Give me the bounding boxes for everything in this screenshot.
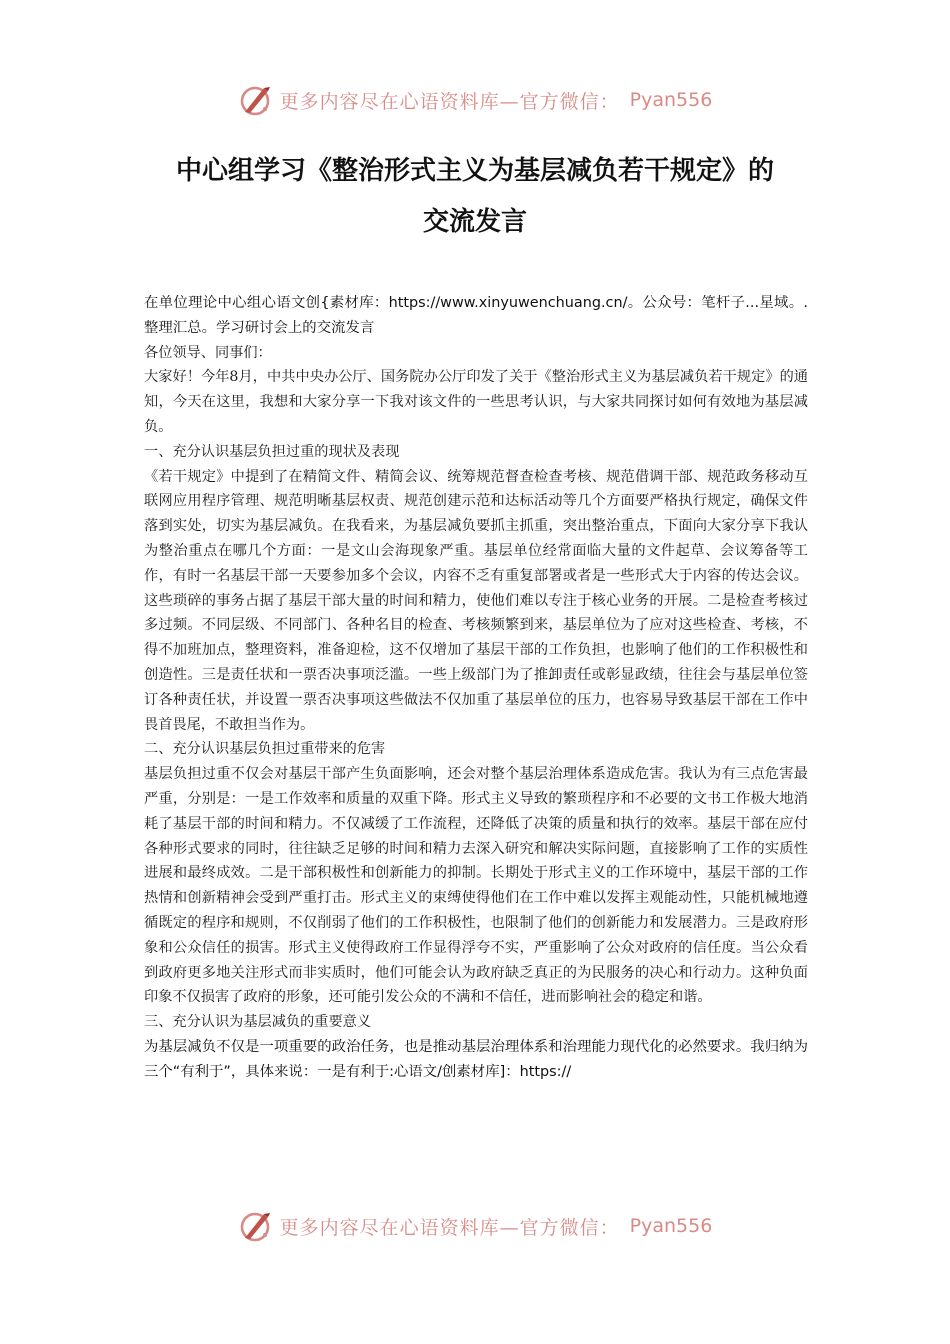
header-watermark-banner <box>0 82 950 118</box>
document-body <box>144 291 808 1085</box>
footer-watermark-banner <box>0 1208 950 1244</box>
body-paragraph: 基层负担过重不仅会对基层干部产生负面影响，还会对整个基层治理体系造成危害。我认为有三点危害最严重，分别是：一是工作效率和质量的双重下降。形式主义导致的繁琐程序和不必要的文书工作极大地消耗了基层干部的时间和精力。不仅减缓了工作流程，还降低了决策的质量和执行的效率。基层干部在应付各种形式要求的同时，往往缺乏足够的时间和精力去深入研究和解决实际问题，直接影响了工作的实质性进展和最终成效。二是干部积极性和创新能力的抑制。长期处于形式主义的工作环境中，基层干部的工作热情和创新精神会受到严重打击。形式主义的束缚使得他们在工作中难以发挥主观能动性，只能机械地遵循既定的程序和规则，不仅削弱了他们的工作积极性，也限制了他们的创新能力和发展潜力。三是政府形象和公众信任的损害。形式主义使得政府工作显得浮夸不实，严重影响了公众对政府的信任度。当公众看到政府更多地关注形式而非实质时，他们可能会认为政府缺乏真正的为民服务的决心和行动力。这种负面印象不仅损害了政府的形象，还可能引发公众的不满和不信任，进而影响社会的稳定和谐。 <box>144 766 808 1006</box>
banner-text: 更多内容尽在心语资料库—官方微信： <box>279 1216 620 1239</box>
banner-text: 更多内容尽在心语资料库—官方微信： <box>279 90 620 113</box>
title-line-2: 交流发言 <box>422 207 527 237</box>
salutation: 各位领导、同事们： <box>144 344 272 361</box>
section-heading-3: 三、充分认识为基层减负的重要意义 <box>144 1014 372 1031</box>
section-heading-2: 二、充分认识基层负担过重带来的危害 <box>144 741 386 758</box>
banner-wechat-id: Pyan556 <box>629 89 713 111</box>
banner-wechat-id: Pyan556 <box>629 1215 713 1237</box>
title-line-1: 中心组学习《整治形式主义为基层减负若干规定》的 <box>175 156 774 186</box>
body-paragraph: 为基层减负不仅是一项重要的政治任务，也是推动基层治理体系和治理能力现代化的必然要求。我归纳为三个“有利于”，具体来说：一是有利于:心语文/创素材库]：https:// <box>144 1038 808 1080</box>
pen-logo-icon <box>238 82 274 118</box>
pen-logo-icon <box>238 1208 274 1244</box>
body-paragraph: 《若干规定》中提到了在精简文件、精简会议、统筹规范督查检查考核、规范借调干部、规范政务移动互联网应用程序管理、规范明晰基层权责、规范创建示范和达标活动等几个方面要严格执行规定，确保文件落到实处，切实为基层减负。在我看来，为基层减负要抓主抓重，突出整治重点，下面向大家分享下我认为整治重点在哪几个方面：一是文山会海现象严重。基层单位经常面临大量的文件起草、会议筹备等工作，有时一名基层干部一天要参加多个会议，内容不乏有重复部署或者是一些形式大于内容的传达会议。这些琐碎的事务占据了基层干部大量的时间和精力，使他们难以专注于核心业务的开展。二是检查考核过多过频。不同层级、不同部门、各种名目的检查、考核频繁到来，基层单位为了应对这些检查、考核，不得不加班加点，整理资料，准备迎检，这不仅增加了基层干部的工作负担，也影响了他们的工作积极性和创造性。三是责任状和一票否决事项泛滥。一些上级部门为了推卸责任或彰显政绩，往往会与基层单位签订各种责任状，并设置一票否决事项这些做法不仅加重了基层单位的压力，也容易导致基层干部在工作中畏首畏尾，不敢担当作为。 <box>144 468 808 733</box>
intro-paragraph: 在单位理论中心组心语文创{素材库：https://www.xinyuwenchuang.cn/。公众号：笔杆子...星域。.整理汇总。学习研讨会上的交流发言 <box>144 295 808 336</box>
document-title <box>120 146 830 248</box>
body-paragraph: 大家好！今年8月，中共中央办公厅、国务院办公厅印发了关于《整治形式主义为基层减负若干规定》的通知，今天在这里，我想和大家分享一下我对该文件的一些思考认识，与大家共同探讨如何有效地为基层减负。 <box>144 369 808 435</box>
section-heading-1: 一、充分认识基层负担过重的现状及表现 <box>144 443 400 460</box>
